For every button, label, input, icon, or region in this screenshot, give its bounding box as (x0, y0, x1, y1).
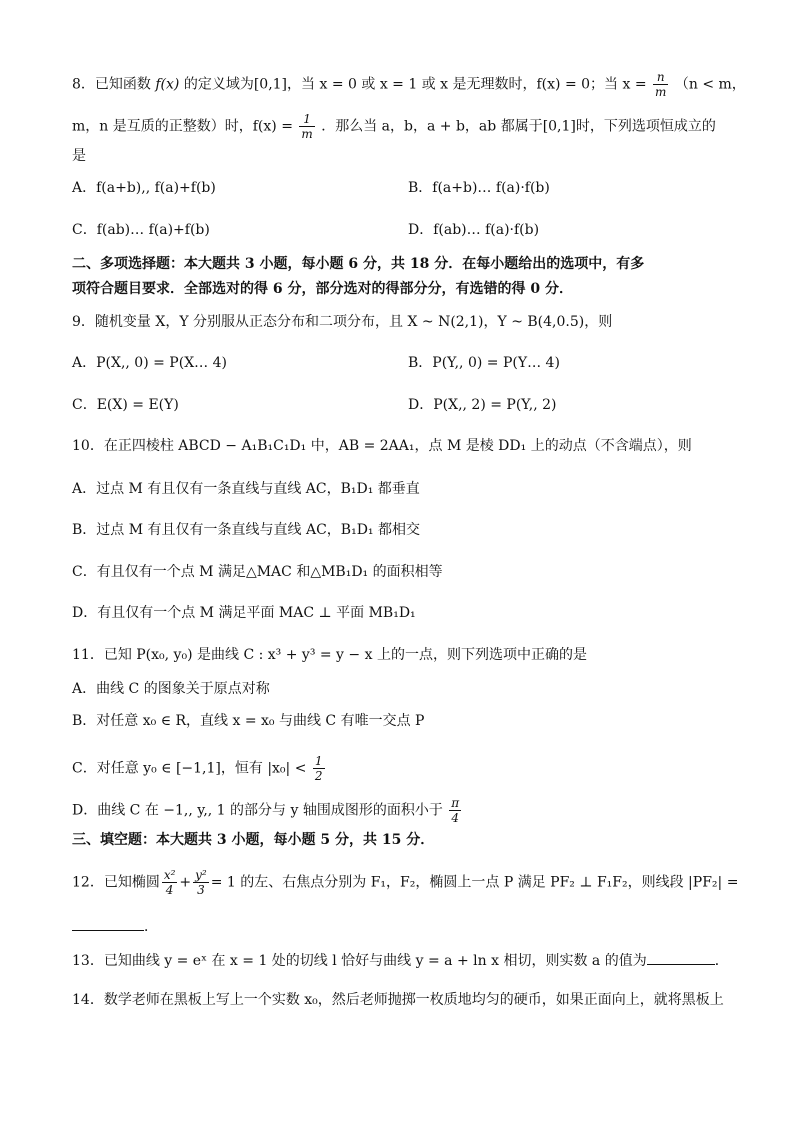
q11-d-frac-den: 4 (451, 811, 460, 825)
q8-option-d: D．f(ab)… f(a)·f(b) (408, 222, 540, 238)
q8-line1 (72, 70, 746, 99)
q8-fx: f(x) (155, 76, 180, 93)
q13-answer-blank[interactable] (647, 950, 715, 965)
q11-d-frac-num: π (451, 796, 460, 810)
q10-option-d: D．有且仅有一个点 M 满足平面 MAC ⊥ 平面 MB₁D₁ (72, 605, 416, 621)
q8-frac1-den: m (301, 127, 313, 141)
q8-option-b: B．f(a+b)… f(a)·f(b) (408, 180, 550, 196)
q8-frac-den: m (655, 85, 667, 99)
q9-option-a: A．P(X,, 0) = P(X… 4) (72, 355, 227, 371)
q8-text-b: 的定义域为 (179, 76, 254, 93)
q8-text-d: （n < m， (674, 76, 746, 93)
q12-plus: + (179, 874, 192, 891)
q12-frac-x-den: 4 (165, 883, 174, 897)
q8-text-f: ．那么当 a，b，a + b，ab 都属于[0,1]时，下列选项恒成立的 (321, 118, 716, 135)
q13-text: 13．已知曲线 y = eˣ 在 x = 1 处的切线 l 恰好与曲线 y = a + ln x 相切，则实数 a 的值为 (72, 953, 647, 969)
q11-option-c-frac (313, 754, 325, 783)
q14-stem: 14．数学老师在黑板上写上一个实数 x₀，然后老师抛掷一枚质地均匀的硬币，如果正面向上，就将黑板上 (72, 992, 724, 1008)
q8-text-c: ，当 x = 0 或 x = 1 或 x 是无理数时，f(x) = 0；当 x = (287, 76, 647, 93)
q11-stem: 11．已知 P(x₀, y₀) 是曲线 C : x³ + y³ = y − x 上的一点，则下列选项中正确的是 (72, 647, 587, 663)
q8-line2 (72, 112, 734, 141)
section2-heading-line1: 二、多项选择题：本大题共 3 小题，每小题 6 分，共 18 分．在每小题给出的选项中，有多 (72, 256, 645, 272)
q12-frac-y-den: 3 (197, 883, 205, 897)
q12-answer-line (72, 916, 734, 937)
q9-option-d: D．P(X,, 2) = P(Y,, 2) (408, 397, 557, 413)
q11-c-frac-den: 2 (314, 769, 323, 783)
q8-domain: [0,1] (253, 76, 288, 93)
q12-frac-y (193, 868, 209, 897)
q10-option-a: A．过点 M 有且仅有一条直线与直线 AC，B₁D₁ 都垂直 (72, 481, 420, 497)
q8-frac-num: n (653, 70, 668, 85)
q9-stem: 9．随机变量 X，Y 分别服从正态分布和二项分布，且 X ~ N(2,1)，Y ~ B(4,0.5)，则 (72, 314, 613, 330)
q11-c-frac-num: 1 (314, 754, 323, 768)
q8-frac-n-m (653, 70, 668, 99)
q11-option-d-text: D．曲线 C 在 −1,, y,, 1 的部分与 y 轴围成图形的面积小于 (72, 802, 443, 819)
q10-option-c: C．有且仅有一个点 M 满足△MAC 和△MB₁D₁ 的面积相等 (72, 564, 443, 580)
q12-frac-x-num: x² (163, 868, 176, 882)
q12-frac-y-num: y² (195, 868, 207, 882)
q8-option-a: A．f(a+b),, f(a)+f(b) (72, 180, 216, 196)
q8-text-a: 8．已知函数 (72, 76, 156, 93)
q12-text-a: 12．已知椭圆 (72, 874, 160, 891)
q12-answer-blank[interactable] (72, 916, 144, 931)
q8-option-c: C．f(ab)… f(a)+f(b) (72, 222, 210, 238)
q12-stem (72, 868, 739, 897)
q11-option-c-text: C．对任意 y₀ ∈ [−1,1]，恒有 |x₀| < (72, 760, 307, 777)
q12-end: ． (144, 919, 158, 935)
q10-stem: 10．在正四棱柱 ABCD − A₁B₁C₁D₁ 中，AB = 2AA₁，点 M 是棱 DD₁ 上的动点（不含端点），则 (72, 438, 692, 454)
section2-heading-line2: 项符合题目要求．全部选对的得 6 分，部分选对的得部分分，有选错的得 0 分． (72, 281, 573, 297)
q11-option-a: A．曲线 C 的图象关于原点对称 (72, 681, 270, 697)
q8-frac1-num: 1 (299, 112, 314, 127)
q9-option-b: B．P(Y,, 0) = P(Y… 4) (408, 355, 560, 371)
q11-option-c (72, 754, 734, 783)
q11-option-d (72, 796, 734, 825)
q8-line3: 是 (72, 148, 86, 164)
q11-option-d-frac (449, 796, 461, 825)
q8-text-e: m，n 是互质的正整数）时，f(x) = (72, 118, 293, 135)
q12-frac-x (162, 868, 178, 897)
q11-option-b: B．对任意 x₀ ∈ R，直线 x = x₀ 与曲线 C 有唯一交点 P (72, 713, 425, 729)
q8-frac-1-m (299, 112, 314, 141)
section3-heading: 三、填空题：本大题共 3 小题，每小题 5 分，共 15 分． (72, 832, 435, 848)
q13-stem (72, 950, 734, 971)
q10-option-b: B．过点 M 有且仅有一条直线与直线 AC，B₁D₁ 都相交 (72, 522, 420, 538)
q12-text-b: = 1 的左、右焦点分别为 F₁，F₂，椭圆上一点 P 满足 PF₂ ⊥ F₁F₂，则线段 |PF₂| = (210, 874, 739, 891)
q13-end: ． (714, 953, 729, 969)
q9-option-c: C．E(X) = E(Y) (72, 397, 179, 413)
